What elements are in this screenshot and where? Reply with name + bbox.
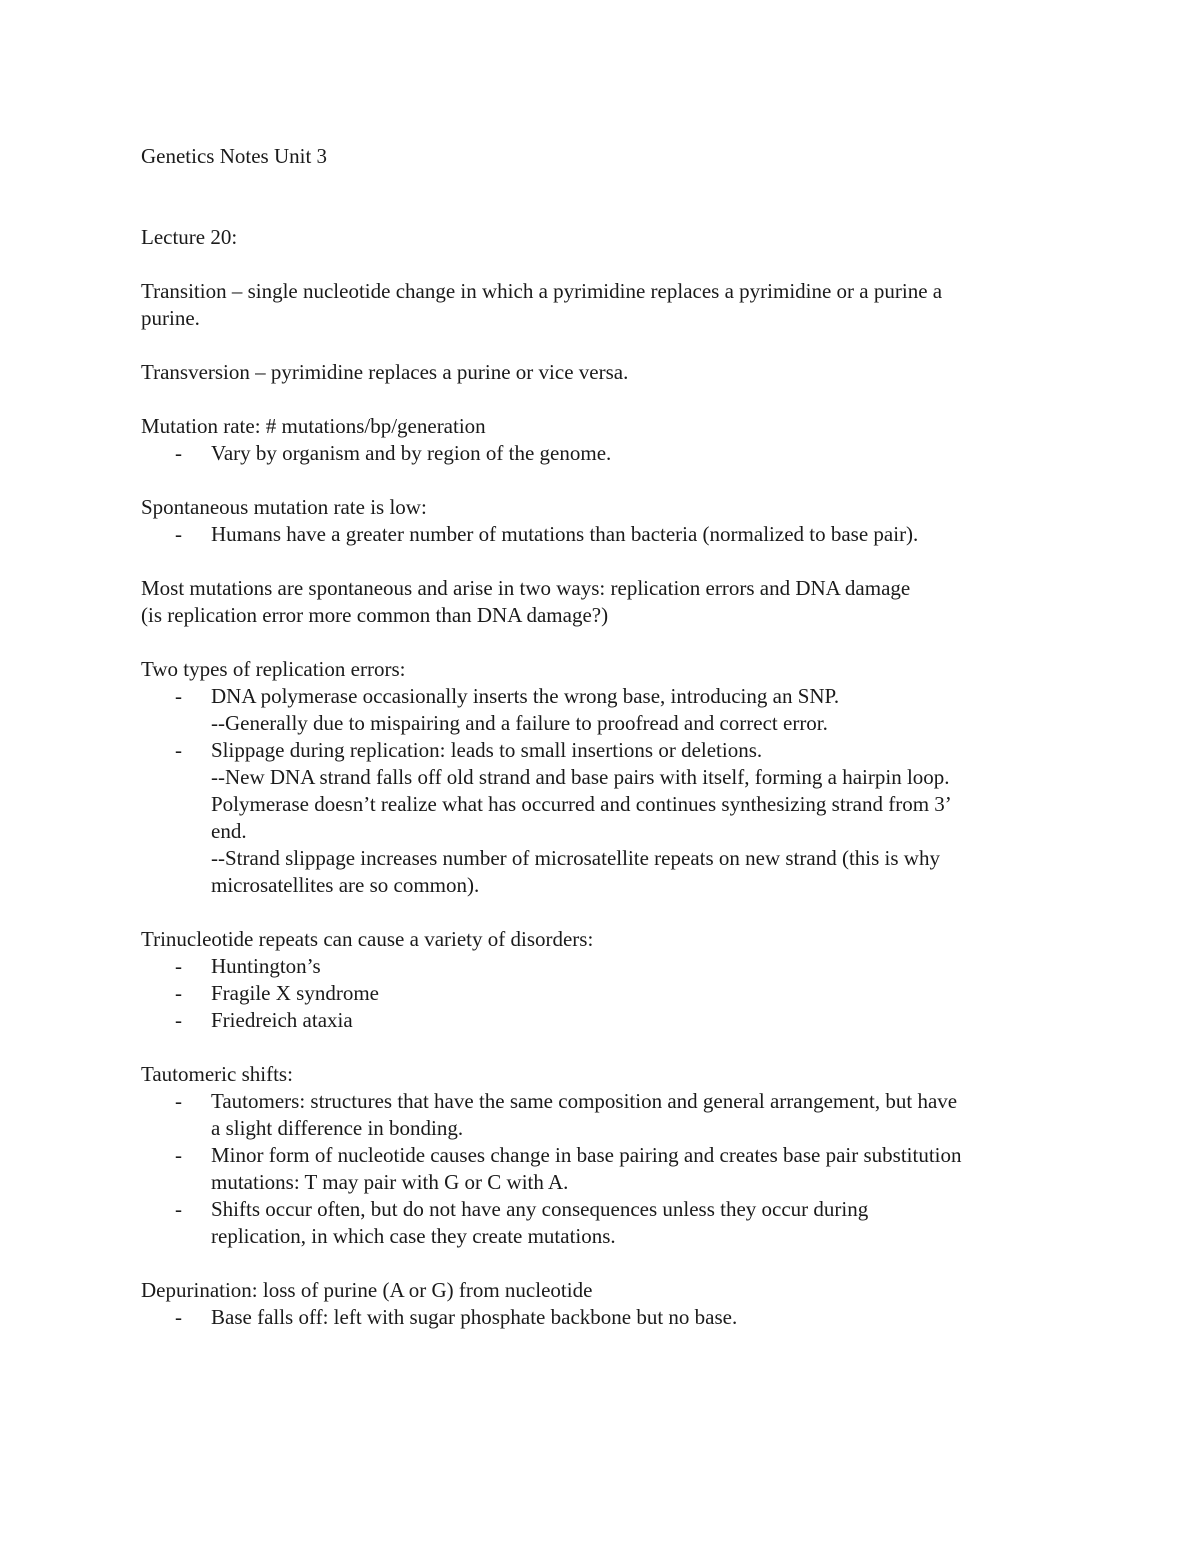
note-section: [141, 575, 1071, 629]
bullet-item: [141, 521, 1071, 548]
section-heading-line: Trinucleotide repeats can cause a variety of disorders:: [141, 927, 594, 951]
note-section: [141, 656, 1071, 899]
bullet-dash-icon: -: [175, 1089, 182, 1113]
bullet-continuation-text: mutations: T may pair with G or C with A.: [211, 1170, 569, 1194]
note-section: [141, 278, 1071, 332]
bullet-dash-icon: -: [175, 522, 182, 546]
bullet-text: Friedreich ataxia: [211, 1008, 353, 1032]
title-spacer: [141, 170, 1071, 224]
bullet-dash-icon: -: [175, 1008, 182, 1032]
bullet-continuation-text: --Strand slippage increases number of microsatellite repeats on new strand (this is why: [211, 846, 940, 870]
bullet-dash-icon: -: [175, 738, 182, 762]
bullet-continuation-text: end.: [211, 819, 247, 843]
section-text-line: (is replication error more common than DNA damage?): [141, 603, 609, 627]
bullet-continuation-text: microsatellites are so common).: [211, 873, 480, 897]
section-text-line: purine.: [141, 306, 200, 330]
note-section: [141, 413, 1071, 467]
bullet-list: [141, 1088, 1071, 1250]
bullet-item: [141, 440, 1071, 467]
bullet-item: [141, 980, 1071, 1007]
section-heading-line: Two types of replication errors:: [141, 657, 406, 681]
bullet-text: Humans have a greater number of mutations than bacteria (normalized to base pair).: [211, 522, 919, 546]
bullet-list: [141, 521, 1071, 548]
bullet-dash-icon: -: [175, 441, 182, 465]
section-heading-line: Most mutations are spontaneous and arise in two ways: replication errors and DNA damage: [141, 576, 911, 600]
bullet-continuation-text: --New DNA strand falls off old strand and base pairs with itself, forming a hairpin loop.: [211, 765, 950, 789]
bullet-text: Huntington’s: [211, 954, 321, 978]
bullet-dash-icon: -: [175, 1143, 182, 1167]
bullet-list: [141, 953, 1071, 1034]
bullet-text: Fragile X syndrome: [211, 981, 379, 1005]
section-heading-line: Mutation rate: # mutations/bp/generation: [141, 414, 486, 438]
bullet-text: DNA polymerase occasionally inserts the wrong base, introducing an SNP.: [211, 684, 840, 708]
bullet-item: [141, 1142, 1071, 1196]
section-heading-line: Transition – single nucleotide change in which a pyrimidine replaces a pyrimidine or a purine a: [141, 279, 943, 303]
bullet-text: Slippage during replication: leads to small insertions or deletions.: [211, 738, 763, 762]
note-section: [141, 926, 1071, 1034]
bullet-continuation-text: a slight difference in bonding.: [211, 1116, 464, 1140]
bullet-item: [141, 1088, 1071, 1142]
bullet-list: [141, 683, 1071, 899]
bullet-text: Minor form of nucleotide causes change in base pairing and creates base pair substitution: [211, 1143, 962, 1167]
bullet-text: Base falls off: left with sugar phosphate backbone but no base.: [211, 1305, 738, 1329]
note-section: [141, 359, 1071, 386]
notes-sections: [141, 278, 1071, 1331]
bullet-text: Vary by organism and by region of the genome.: [211, 441, 612, 465]
section-heading-line: Depurination: loss of purine (A or G) from nucleotide: [141, 1278, 593, 1302]
bullet-list: [141, 440, 1071, 467]
bullet-continuation-text: --Generally due to mispairing and a failure to proofread and correct error.: [211, 711, 828, 735]
bullet-dash-icon: -: [175, 1305, 182, 1329]
bullet-dash-icon: -: [175, 981, 182, 1005]
bullet-dash-icon: -: [175, 684, 182, 708]
note-section: [141, 494, 1071, 548]
bullet-dash-icon: -: [175, 1197, 182, 1221]
lecture-heading-block: [141, 224, 1071, 251]
note-section: [141, 1061, 1071, 1250]
bullet-item: [141, 1007, 1071, 1034]
document-title: Genetics Notes Unit 3: [141, 144, 328, 168]
section-heading-line: Spontaneous mutation rate is low:: [141, 495, 427, 519]
bullet-continuation-text: replication, in which case they create mutations.: [211, 1224, 616, 1248]
bullet-item: [141, 683, 1071, 737]
bullet-text: Tautomers: structures that have the same composition and general arrangement, but have: [211, 1089, 958, 1113]
bullet-dash-icon: -: [175, 954, 182, 978]
bullet-continuation-text: Polymerase doesn’t realize what has occurred and continues synthesizing strand from 3’: [211, 792, 952, 816]
section-heading-line: Transversion – pyrimidine replaces a purine or vice versa.: [141, 360, 629, 384]
section-heading-line: Tautomeric shifts:: [141, 1062, 293, 1086]
lecture-heading: Lecture 20:: [141, 225, 238, 249]
bullet-item: [141, 737, 1071, 899]
note-section: [141, 1277, 1071, 1331]
bullet-item: [141, 953, 1071, 980]
document-body: [141, 143, 1071, 1358]
bullet-item: [141, 1304, 1071, 1331]
bullet-item: [141, 1196, 1071, 1250]
bullet-text: Shifts occur often, but do not have any consequences unless they occur during: [211, 1197, 869, 1221]
bullet-list: [141, 1304, 1071, 1331]
